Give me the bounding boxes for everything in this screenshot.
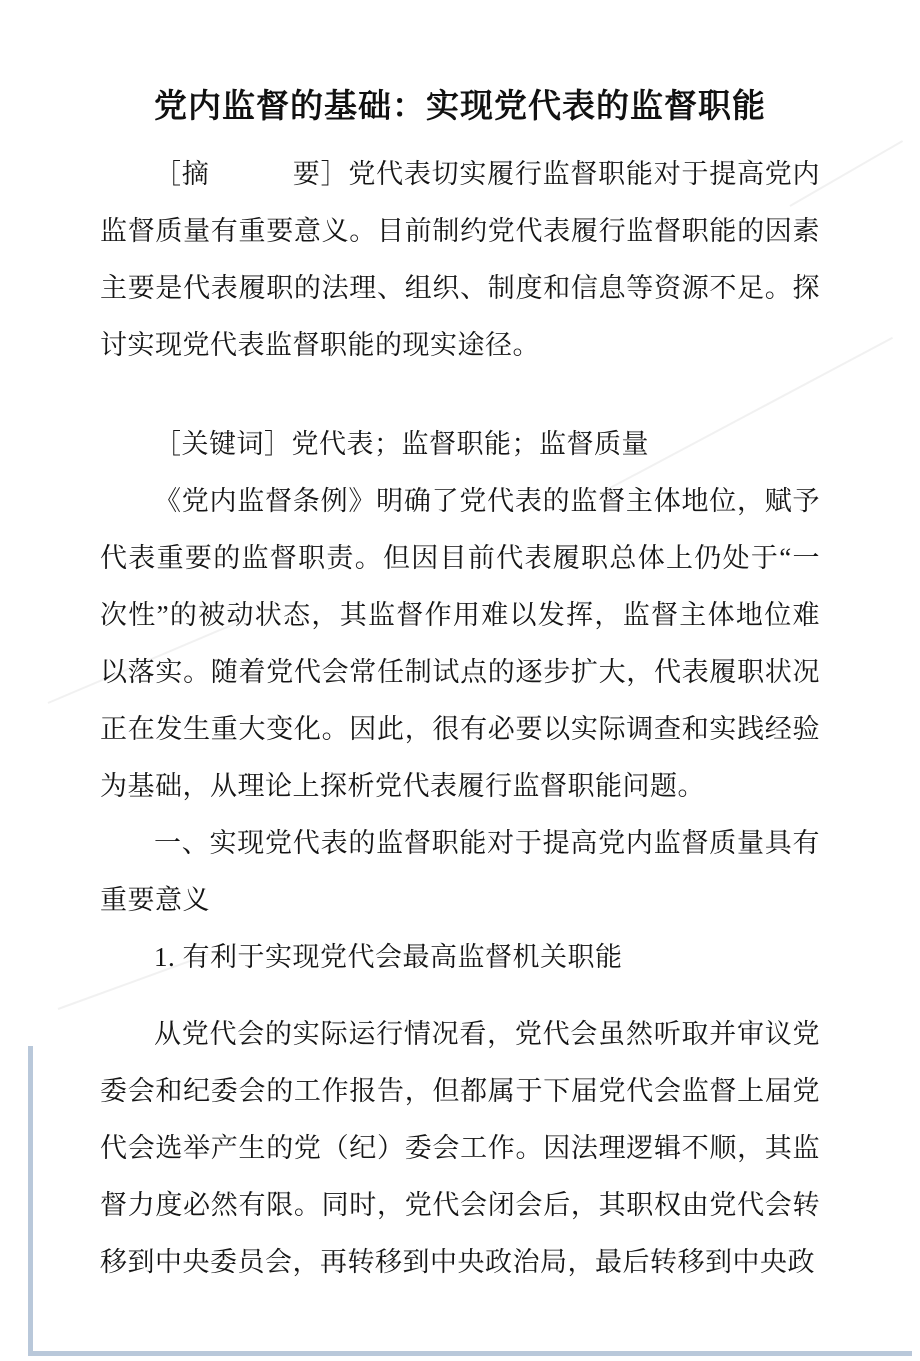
keywords-paragraph: ［关键词］党代表；监督职能；监督质量 — [154, 429, 649, 459]
page-border-bottom — [28, 1351, 912, 1356]
section-heading-1: 一、实现党代表的监督职能对于提高党内监督质量具有重要意义 — [100, 828, 820, 915]
body-paragraph-1: 从党代会的实际运行情况看，党代会虽然听取并审议党委会和纪委会的工作报告，但都属于下届党代会监督上届党代会选举产生的党（纪）委会工作。因法理逻辑不顺，其监督力度必然有限。同时，党代会闭会后，其职权由党代会转移到中央委员会，再转移到中央政治局，最后转移到中央政 — [100, 1019, 820, 1277]
intro-paragraph: 《党内监督条例》明确了党代表的监督主体地位，赋予代表重要的监督职责。但因目前代表履职总体上仍处于“一次性”的被动状态，其监督作用难以发挥，监督主体地位难以落实。随着党代会常任制试点的逐步扩大，代表履职状况正在发生重大变化。因此，很有必要以实际调查和实践经验为基础，从理论上探析党代表履行监督职能问题。 — [100, 486, 820, 801]
subsection-heading-1-1: 1. 有利于实现党代会最高监督机关职能 — [154, 942, 623, 972]
abstract-paragraph: ［摘 要］党代表切实履行监督职能对于提高党内监督质量有重要意义。目前制约党代表履行监督职能的因素主要是代表履职的法理、组织、制度和信息等资源不足。探讨实现党代表监督职能的现实途径。 — [100, 159, 820, 360]
page-title: 党内监督的基础：实现党代表的监督职能 — [154, 87, 766, 124]
